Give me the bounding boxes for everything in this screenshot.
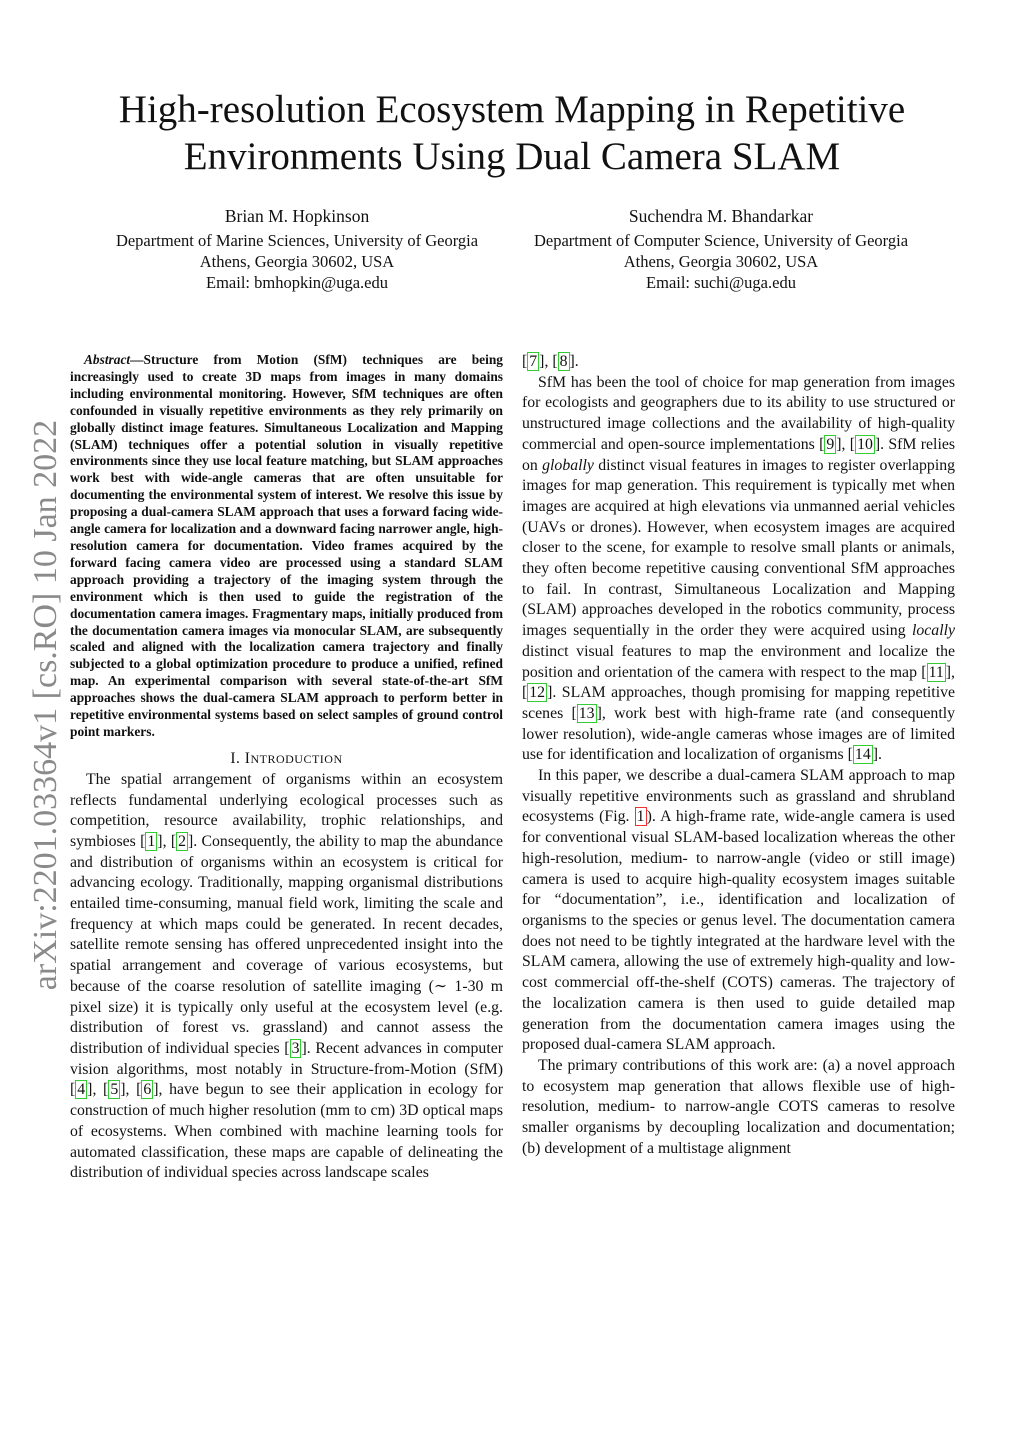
citation-link[interactable]: 8 bbox=[559, 353, 568, 370]
citation-link[interactable]: 10 bbox=[857, 435, 873, 453]
contributions-paragraph: The primary contributions of this work are: (a) a novel approach to ecosystem map generation that allows flexible use of high-resolution, medium- to narrow-angle COTS cameras to resolve smaller organisms by decoupling localization and documentation; (b) development of a multistage alignment bbox=[522, 1056, 955, 1157]
author-email: Email: suchi@uga.edu bbox=[646, 273, 796, 292]
citation-link[interactable]: 4 bbox=[77, 1081, 86, 1099]
author-address: Athens, Georgia 30602, USA bbox=[623, 252, 819, 271]
author-block-2 bbox=[516, 206, 926, 293]
author-name: Brian M. Hopkinson bbox=[224, 206, 370, 226]
author-email: Email: bmhopkin@uga.edu bbox=[206, 273, 388, 292]
citation-link[interactable]: 12 bbox=[529, 684, 546, 702]
sfm-paragraph: SfM has been the tool of choice for map generation from images for ecologists and geographers due to its ability to use structured or unstructured image collections and the availability of high-quality commercial and open-source implementations [ 9 ], [ 10 ]. SfM relies on globally distinct visual features in images to register overlapping images for map generation. This requirement is typically met when images are acquired at high elevations via unmanned aerial vehicles (UAVs or drones). However, when ecosystem images are acquired closer to the scene, for example to resolve small plants or animals, they often become repetitive causing conventional SfM approaches to fail. In contrast, Simultaneous Localization and Mapping (SLAM) approaches developed in the robotics community, process images sequentially in the order they were acquired using locally distinct visual features to map the environment and localize the position and orientation of the camera with respect to the map [ 11 ], [ 12 ]. SLAM approaches, though promising for mapping repetitive scenes [ 13 ], work best with high-frame rate (and consequently lower resolution), wide-angle cameras whose images are of limited use for identification and localization of organisms [ 14 ]. bbox=[522, 373, 956, 764]
citation-link[interactable]: 5 bbox=[110, 1081, 119, 1099]
author-department: Department of Computer Science, University of Georgia bbox=[533, 231, 909, 250]
abstract: Abstract—Structure from Motion (SfM) techniques are being increasingly used to create 3D maps from images in many domains including environmental monitoring. However, SfM techniques are often confounded in visually repetitive environments as they rely primarily on globally distinct image features. Simultaneous Localization and Mapping (SLAM) techniques offer a potential solution in visually repetitive environments since they use local feature matching, but SLAM approaches work best with wide-angle cameras that are often unsuitable for documenting the environmental system of interest. We resolve this issue by proposing a dual-camera SLAM approach that uses a forward facing wide-angle camera for localization and a downward facing narrower angle, high-resolution camera for documentation. Video frames acquired by the forward facing camera video are processed using a standard SLAM approach providing a trajectory of the imaging system through the environment which is then used to guide the registration of the documentation camera images. Fragmentary maps, initially produced from the documentation camera images via monocular SLAM, are subsequently scaled and aligned with the localization camera trajectory and finally subjected to a global optimization procedure to produce a unified, refined map. An experimental comparison with several state-of-the-art SfM approaches shows the dual-camera SLAM approach to perform better in repetitive environmental systems based on select samples of ground control point markers. bbox=[70, 352, 503, 739]
citation-link[interactable]: 9 bbox=[826, 435, 835, 453]
author-block-1 bbox=[92, 206, 502, 293]
abstract-text: Structure from Motion (SfM) techniques are being increasingly used to create 3D maps from images in many domains including environmental monitoring. However, SfM techniques are often confounded in visually repetitive environments as they rely primarily on globally distinct image features. Simultaneous Localization and Mapping (SLAM) techniques offer a potential solution in visually repetitive environments since they use local feature matching, but SLAM approaches work best with wide-angle cameras that are often unsuitable for documenting the environmental system of interest. We resolve this issue by proposing a dual-camera SLAM approach that uses a forward facing wide-angle camera for localization and a downward facing narrower angle, high-resolution camera for documentation. Video frames acquired by the forward facing camera video are processed using a standard SLAM approach providing a trajectory of the imaging system through the environment which is then used to guide the registration of the documentation camera images. Fragmentary maps, initially produced from the documentation camera images via monocular SLAM, are subsequently scaled and aligned with the localization camera trajectory and finally subjected to a global optimization procedure to produce a unified, refined map. An experimental comparison with several state-of-the-art SfM approaches shows the dual-camera SLAM approach to perform better in repetitive environmental systems based on select samples of ground control point markers. bbox=[70, 352, 503, 739]
right-column bbox=[522, 352, 955, 1159]
citation-link[interactable]: 1 bbox=[147, 832, 156, 850]
paper-title: High-resolution Ecosystem Mapping in Repetitive Environments Using Dual Camera SLAM bbox=[118, 88, 906, 178]
citation-link[interactable]: 7 bbox=[529, 353, 538, 370]
abstract-label: Abstract bbox=[84, 352, 131, 367]
arxiv-stamp: arXiv:2201.03364v1 [cs.RO] 10 Jan 2022 bbox=[27, 419, 64, 991]
citation-link[interactable]: 3 bbox=[291, 1039, 300, 1057]
citation-link[interactable]: 6 bbox=[143, 1081, 152, 1099]
author-name: Suchendra M. Bhandarkar bbox=[628, 206, 814, 226]
citation-link[interactable]: 2 bbox=[178, 832, 186, 850]
author-address: Athens, Georgia 30602, USA bbox=[199, 252, 395, 271]
citation-link[interactable]: 11 bbox=[928, 663, 944, 681]
citation-link[interactable]: 14 bbox=[854, 746, 871, 764]
section-heading: I. INTRODUCTION bbox=[230, 749, 343, 767]
figure-link[interactable]: 1 bbox=[636, 808, 645, 826]
author-department: Department of Marine Sciences, University of Georgia bbox=[115, 231, 479, 250]
intro-paragraph-continued: [ 7 ], [ 8 ]. bbox=[522, 353, 579, 370]
left-column bbox=[70, 352, 503, 1184]
approach-paragraph: In this paper, we describe a dual-camera SLAM approach to map visually repetitive environments such as grassland and shrubland ecosystems (Fig. 1 ). A high-frame rate, wide-angle camera is used for conventional visual SLAM-based localization whereas the other high-resolution, medium- to narrow-angle (video or still image) camera is used to acquire high-quality ecosystem images suitable for “documentation”, i.e., identification and localization of organisms to the species or genus level. The documentation camera does not need to be tightly integrated at the hardware level with the SLAM camera, allowing the use of extremely high-quality and low-cost commercial off-the-shelf (COTS) cameras. The trajectory of the localization camera is then used to guide detailed map generation from the documentation camera images using the proposed dual-camera SLAM approach. bbox=[522, 767, 956, 1054]
intro-paragraph: The spatial arrangement of organisms within an ecosystem reflects fundamental underlying ecological processes such as competition, resource availability, trophic relationships, and symbioses [ 1 ], [ 2 ]. Consequently, the ability to map the abundance and distribution of organisms within an ecosystem is critical for advancing ecology. Traditionally, mapping organismal distributions entailed time-consuming, manual field work, limiting the scale and frequency at which maps could be generated. In recent decades, satellite remote sensing has offered unprecedented insight into the spatial arrangement and coverage of various ecosystems, but because of the coarse resolution of satellite imaging (∼ 1-30 m pixel size) it is typically only useful at the ecosystem level (e.g. distribution of forest vs. grassland) and cannot assess the distribution of individual species [ 3 ]. Recent advances in computer vision algorithms, most notably in Structure-from-Motion (SfM) [ 4 ], [ 5 ], [ 6 ], have begun to see their application in ecology for construction of much higher resolution (mm to cm) 3D optical maps of ecosystems. When combined with machine learning tools for automated classification, these maps are capable of delineating the distribution of individual species across landscape scales bbox=[70, 770, 504, 1182]
citation-link[interactable]: 13 bbox=[578, 704, 595, 722]
